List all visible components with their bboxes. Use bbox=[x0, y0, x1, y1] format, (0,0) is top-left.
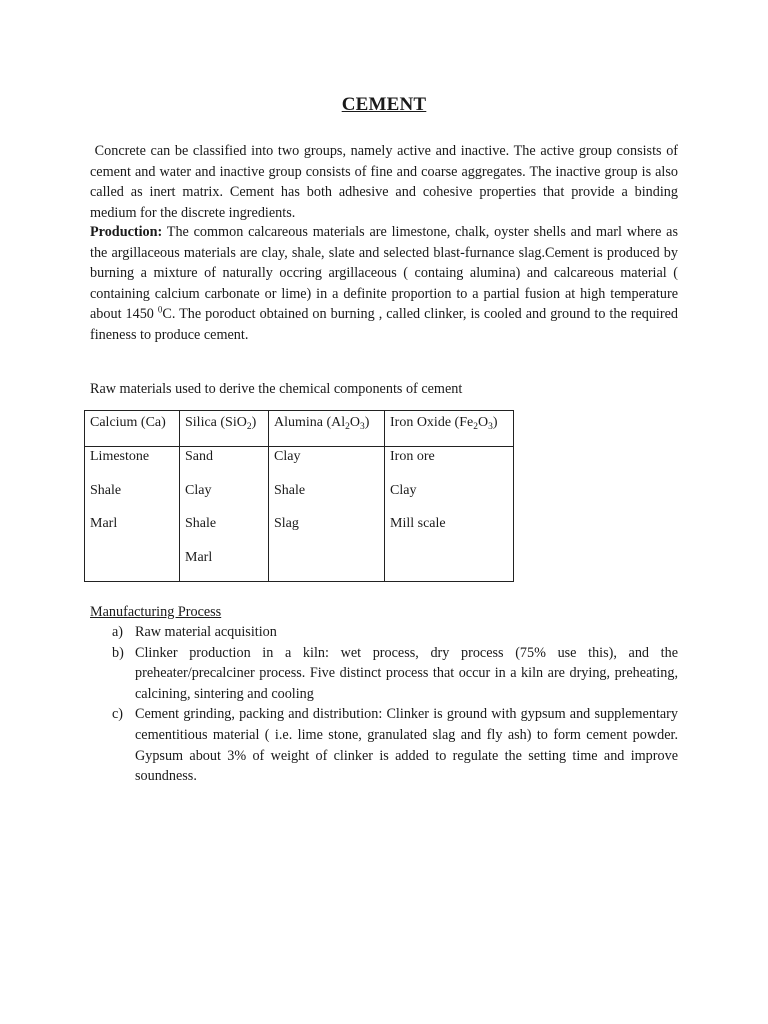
table-body-row bbox=[85, 447, 514, 582]
intro-paragraph bbox=[90, 141, 678, 223]
table-cell: Clay bbox=[390, 482, 417, 498]
table-cell: Clay bbox=[185, 482, 212, 498]
table-cell: Shale bbox=[185, 516, 217, 531]
table-cell: Shale bbox=[274, 482, 306, 498]
table-cell: Sand bbox=[185, 449, 213, 464]
list-item-text: Clinker production in a kiln: wet process, dry process (75% use this), and the preheater/precalciner process. Five distinct process that occur in a kiln are drying, preheating, calcining, sintering and cooling bbox=[135, 644, 678, 702]
table-cell: Shale bbox=[90, 482, 122, 498]
raw-materials-table bbox=[84, 410, 514, 582]
header-iron-o: O bbox=[477, 415, 489, 430]
production-text-1: The common calcareous materials are limestone, chalk, oyster shells and marl where as the argillaceous materials are clay, shale, slate and selected blast-furnance slag.Cement is produced by burning a mixture of naturally occring argillaceous ( containg alumina) and calcareous material ( containing calcium carbonate or lime) in a definite proportion to a partial fusion at high temperature about 1450 bbox=[90, 224, 678, 323]
header-alumina-o: O bbox=[349, 415, 361, 430]
production-text-2: C. The poroduct obtained on burning , called clinker, is cooled and ground to the required fineness to produce cement. bbox=[90, 306, 678, 343]
header-calcium-text: Calcium (Ca) bbox=[90, 415, 166, 430]
column-alumina bbox=[269, 447, 385, 582]
table-cell: Mill scale bbox=[390, 516, 446, 531]
table-cell: Clay bbox=[274, 449, 301, 464]
list-marker: c) bbox=[112, 706, 124, 723]
list-item-text: Cement grinding, packing and distribution: Clinker is ground with gypsum and supplementary cementitious material ( i.e. lime stone, granulated slag and fly ash) to form cement powder. Gypsum about 3% of weight of clinker is added to regulate the setting time and improve soundness. bbox=[135, 706, 678, 785]
table-cell: Marl bbox=[90, 516, 118, 531]
manufacturing-heading: Manufacturing Process bbox=[90, 604, 222, 620]
header-silica bbox=[180, 411, 269, 447]
intro-text: Concrete can be classified into two groups, namely active and inactive. The active group consists of cement and water and inactive group consists of fine and coarse aggregates. The inactive group is also called as inert matrix. Cement has both adhesive and cohesive properties that provide a binding medium for the discrete ingredients. bbox=[90, 143, 679, 221]
list-item bbox=[90, 622, 678, 643]
page-title: CEMENT bbox=[341, 94, 427, 115]
header-silica-sub: 2 bbox=[246, 422, 252, 432]
header-iron-sub-1: 2 bbox=[473, 422, 478, 432]
header-alumina bbox=[269, 411, 385, 447]
list-marker: b) bbox=[112, 644, 124, 661]
production-paragraph bbox=[90, 222, 678, 346]
header-alumina-sub-2: 3 bbox=[360, 422, 365, 432]
degree-mark: 0 bbox=[157, 304, 163, 315]
list-item bbox=[90, 704, 678, 786]
header-iron-oxide bbox=[385, 411, 514, 447]
header-silica-close: ) bbox=[251, 415, 257, 430]
header-iron-text: Iron Oxide (Fe bbox=[390, 415, 474, 430]
column-calcium bbox=[85, 447, 180, 582]
table-header-row bbox=[85, 411, 514, 447]
column-iron-oxide bbox=[385, 447, 514, 582]
header-alumina-close: ) bbox=[364, 415, 370, 430]
header-calcium bbox=[85, 411, 180, 447]
manufacturing-steps-list bbox=[90, 622, 678, 787]
list-marker: a) bbox=[112, 624, 124, 640]
header-iron-sub-2: 3 bbox=[488, 422, 493, 432]
header-iron-close: ) bbox=[492, 415, 498, 430]
list-item-text: Raw material acquisition bbox=[135, 624, 277, 640]
header-silica-text: Silica (SiO bbox=[185, 415, 247, 430]
production-label: Production: bbox=[90, 224, 163, 240]
table-caption: Raw materials used to derive the chemical components of cement bbox=[90, 381, 463, 397]
column-silica bbox=[180, 447, 269, 582]
table-cell: Iron ore bbox=[390, 449, 435, 464]
table-cell: Limestone bbox=[90, 449, 150, 464]
table-cell: Slag bbox=[274, 516, 299, 531]
list-item bbox=[90, 643, 678, 705]
header-alumina-sub-1: 2 bbox=[345, 422, 350, 432]
table-cell: Marl bbox=[185, 549, 213, 565]
header-alumina-text: Alumina (Al bbox=[274, 415, 346, 430]
